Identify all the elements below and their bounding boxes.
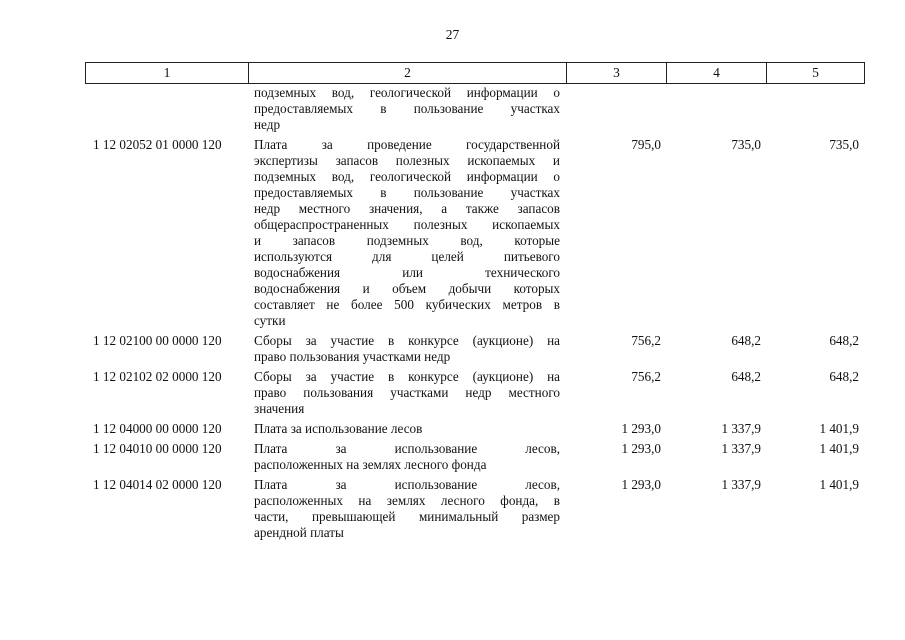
column-header-4: 4	[667, 63, 767, 84]
column-header-2: 2	[249, 63, 567, 84]
description-line: Сборы за участие в конкурсе (аукционе) на	[254, 333, 560, 348]
value-col5-cell: 648,2	[829, 333, 859, 348]
description-line: расположенных на землях лесного фонда, в	[254, 493, 560, 508]
table-row-continuation	[85, 85, 864, 137]
description-cell	[248, 369, 566, 421]
table-row	[85, 441, 864, 477]
code-cell	[85, 85, 248, 137]
description-line: Плата за проведение государственной	[254, 137, 560, 152]
column-header-1: 1	[86, 63, 249, 84]
column-header-3: 3	[567, 63, 667, 84]
code-cell: 1 12 02100 00 0000 120	[93, 333, 222, 348]
description-line: предоставляемых в пользование участках	[254, 101, 560, 116]
value-col4-cell: 648,2	[731, 333, 761, 348]
description-line: Плата за использование лесов,	[254, 477, 560, 492]
description-cell	[248, 85, 566, 137]
value-col3-cell: 795,0	[631, 137, 661, 152]
description-line: недр	[254, 117, 281, 132]
description-line: арендной платы	[254, 525, 344, 540]
table-row	[85, 421, 864, 441]
code-cell: 1 12 04014 02 0000 120	[93, 477, 222, 492]
table-row	[85, 477, 864, 545]
description-line: подземных вод, геологической информации о	[254, 85, 560, 100]
value-col4-cell	[666, 85, 766, 137]
code-cell: 1 12 02102 02 0000 120	[93, 369, 222, 384]
description-cell	[248, 137, 566, 333]
description-line: используются для целей питьевого	[254, 249, 560, 264]
description-cell	[248, 421, 566, 441]
value-col3-cell: 1 293,0	[621, 441, 661, 456]
table-row	[85, 137, 864, 333]
budget-table	[85, 85, 864, 545]
description-line: Плата за использование лесов	[254, 421, 423, 436]
description-line: части, превышающей минимальный размер	[254, 509, 560, 524]
table-row	[85, 333, 864, 369]
description-line: водоснабжения и объем добычи которых	[254, 281, 560, 296]
description-line: право пользования участками недр	[254, 349, 451, 364]
description-line: подземных вод, геологической информации о	[254, 169, 560, 184]
value-col3-cell: 756,2	[631, 369, 661, 384]
value-col4-cell: 1 337,9	[721, 477, 761, 492]
code-cell: 1 12 02052 01 0000 120	[93, 137, 222, 152]
description-line: водоснабжения или технического	[254, 265, 560, 280]
description-line: сутки	[254, 313, 286, 328]
description-line: Сборы за участие в конкурсе (аукционе) на	[254, 369, 560, 384]
value-col5-cell: 648,2	[829, 369, 859, 384]
description-line: расположенных на землях лесного фонда	[254, 457, 487, 472]
value-col5-cell: 735,0	[829, 137, 859, 152]
value-col4-cell: 1 337,9	[721, 441, 761, 456]
value-col3-cell: 1 293,0	[621, 477, 661, 492]
description-line: Плата за использование лесов,	[254, 441, 560, 456]
value-col3-cell: 1 293,0	[621, 421, 661, 436]
description-line: предоставляемых в пользование участках	[254, 185, 560, 200]
description-cell	[248, 441, 566, 477]
value-col4-cell: 735,0	[731, 137, 761, 152]
description-line: недр местного значения, а также запасов	[254, 201, 560, 216]
value-col3-cell	[566, 85, 666, 137]
description-line: общераспространенных полезных ископаемых	[254, 217, 560, 232]
value-col4-cell: 648,2	[731, 369, 761, 384]
value-col5-cell: 1 401,9	[819, 421, 859, 436]
page-number: 27	[445, 27, 460, 42]
value-col4-cell: 1 337,9	[721, 421, 761, 436]
value-col5-cell	[766, 85, 864, 137]
code-cell: 1 12 04000 00 0000 120	[93, 421, 222, 436]
value-col5-cell: 1 401,9	[819, 441, 859, 456]
code-cell: 1 12 04010 00 0000 120	[93, 441, 222, 456]
description-cell	[248, 333, 566, 369]
description-cell	[248, 477, 566, 545]
value-col5-cell: 1 401,9	[819, 477, 859, 492]
description-line: и запасов подземных вод, которые	[254, 233, 560, 248]
column-header-5: 5	[767, 63, 865, 84]
column-header-table	[85, 62, 865, 84]
value-col3-cell: 756,2	[631, 333, 661, 348]
description-line: право пользования участками недр местного	[254, 385, 560, 400]
description-line: значения	[254, 401, 305, 416]
description-line: экспертизы запасов полезных ископаемых и	[254, 153, 560, 168]
description-line: составляет не более 500 кубических метров в	[254, 297, 560, 312]
column-header-row	[86, 63, 865, 84]
table-row	[85, 369, 864, 421]
